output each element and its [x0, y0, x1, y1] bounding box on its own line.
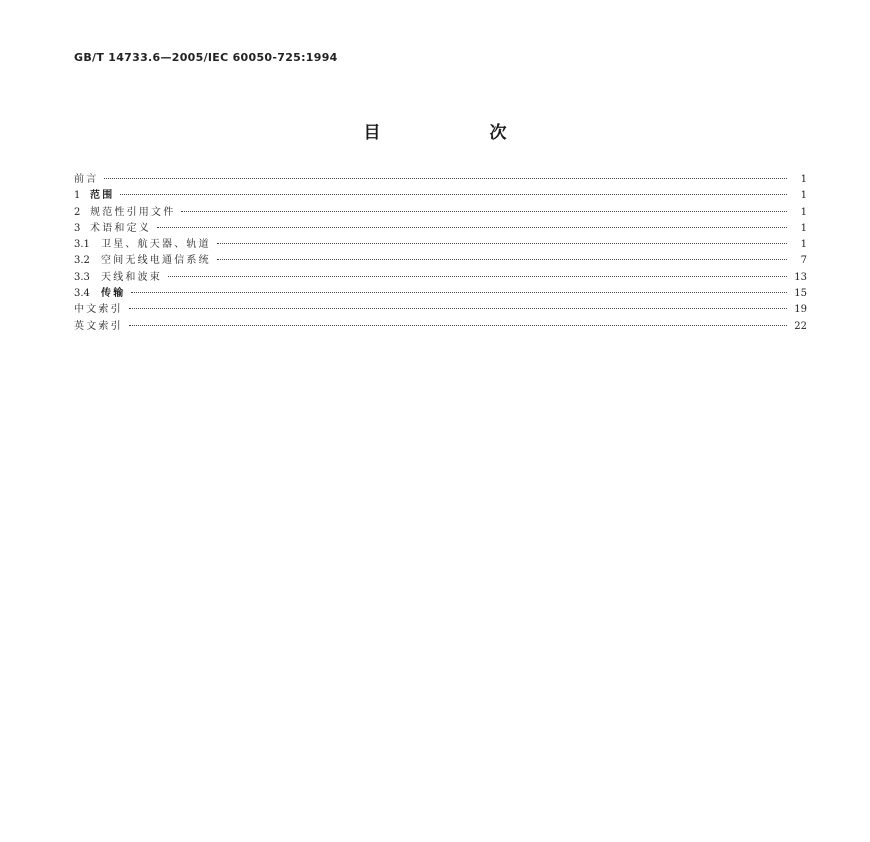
toc-entry-page: 1 — [800, 206, 807, 218]
toc-entry-page: 15 — [794, 288, 807, 300]
toc-entry-label: 传输 — [101, 288, 126, 300]
toc-entry-chinese-index[interactable] — [74, 302, 807, 318]
toc-entry-page: 22 — [794, 320, 807, 332]
toc-entry-3-4[interactable] — [74, 286, 807, 302]
toc-title: 目 次 — [363, 123, 553, 143]
toc-entry-number: 3 — [74, 222, 81, 234]
toc-entry-scope[interactable] — [74, 188, 807, 204]
toc-entry-page: 19 — [794, 304, 807, 316]
toc-entry-english-index[interactable] — [74, 319, 807, 335]
toc-entry-label: 英文索引 — [74, 320, 123, 332]
toc-entry-page: 1 — [800, 222, 807, 234]
toc-leader-dots — [217, 259, 787, 260]
toc-entry-label: 天线和波束 — [101, 271, 162, 283]
toc-entry-3-1[interactable] — [74, 237, 807, 253]
toc-entry-label: 术语和定义 — [90, 222, 151, 234]
toc-entry-number: 3.2 — [74, 255, 90, 267]
toc-entry-page: 13 — [794, 271, 807, 283]
toc-leader-dots — [120, 194, 787, 195]
toc-leader-dots — [129, 308, 787, 309]
toc-entry-label: 规范性引用文件 — [90, 206, 176, 218]
document-header-code: GB/T 14733.6—2005/IEC 60050-725:1994 — [74, 51, 338, 64]
toc-entry-page: 1 — [800, 190, 807, 202]
toc-leader-dots — [217, 243, 787, 244]
toc-entry-page: 1 — [800, 239, 807, 251]
toc-leader-dots — [131, 292, 787, 293]
toc-entry-3-2[interactable] — [74, 253, 807, 269]
toc-entry-normative-references[interactable] — [74, 205, 807, 221]
toc-entry-number: 3.3 — [74, 271, 90, 283]
toc-entry-label: 前言 — [74, 174, 99, 185]
toc-entry-label: 空间无线电通信系统 — [101, 255, 211, 267]
toc-entry-number: 2 — [74, 206, 81, 218]
toc-entry-number: 3.4 — [74, 288, 90, 300]
toc-leader-dots — [104, 178, 787, 179]
toc-leader-dots — [129, 325, 787, 326]
toc-leader-dots — [157, 227, 787, 228]
toc-leader-dots — [181, 211, 787, 212]
toc-entry-page: 7 — [800, 255, 807, 267]
table-of-contents — [74, 172, 807, 335]
toc-leader-dots — [168, 276, 787, 277]
toc-entry-3-3[interactable] — [74, 270, 807, 286]
toc-entry-page: 1 — [800, 174, 807, 185]
toc-entry-label: 范围 — [90, 190, 115, 202]
toc-entry-label: 卫星、航天器、轨道 — [101, 239, 211, 251]
toc-entry-label: 中文索引 — [74, 304, 123, 316]
toc-entry-foreword[interactable] — [74, 172, 807, 188]
toc-entry-number: 1 — [74, 190, 81, 202]
toc-entry-number: 3.1 — [74, 239, 90, 251]
toc-entry-terms-definitions[interactable] — [74, 221, 807, 237]
